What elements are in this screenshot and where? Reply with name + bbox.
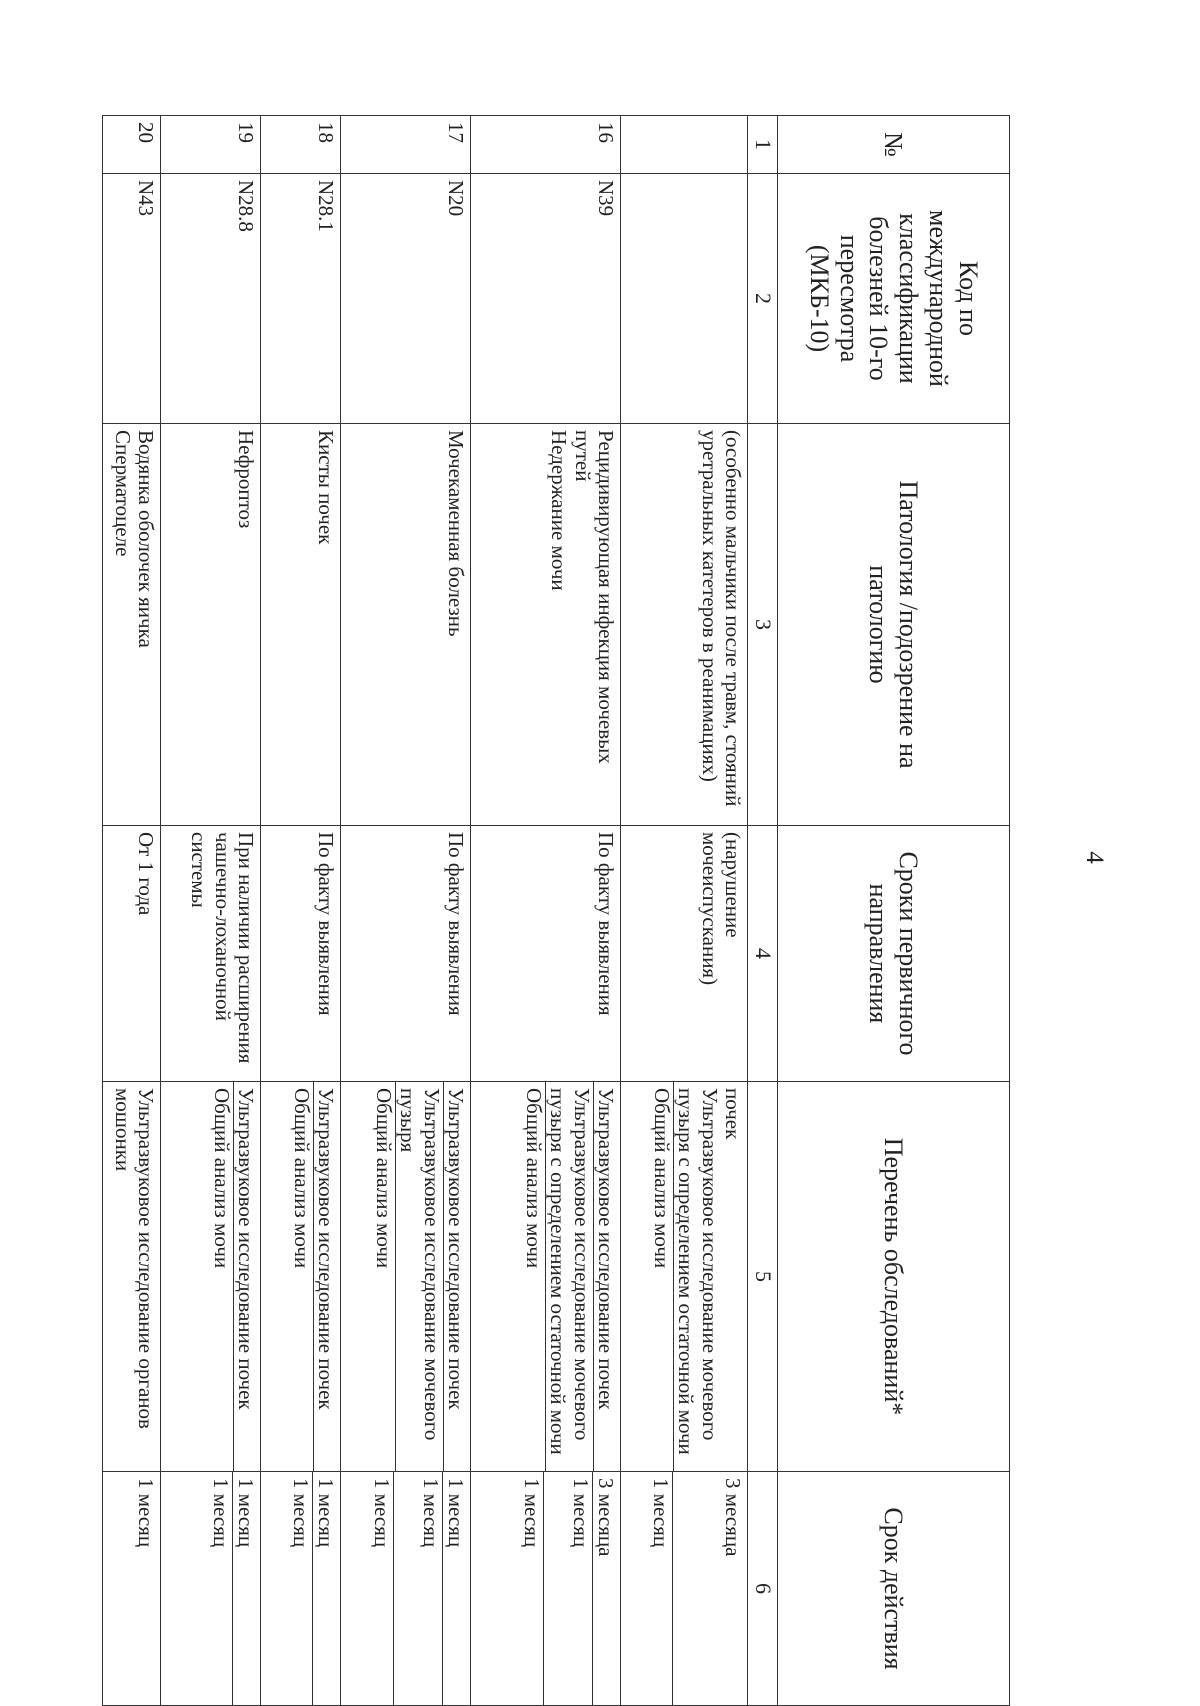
validity-item: 1 месяц (444, 1478, 469, 1548)
icd-code: N20 (341, 174, 471, 424)
pathology-cell: (особенно мальчики после травм, стояний уретральных катетеров в реанимациях) (621, 424, 748, 826)
exam-item: Общий анализ мочи (371, 1082, 396, 1471)
validity-item: 1 месяц (207, 1472, 233, 1705)
validity-item: 1 месяц (368, 1472, 394, 1705)
exams-cell (341, 1082, 471, 1472)
pathology-item: Кисты почек (314, 430, 339, 545)
validity-cell (103, 1472, 161, 1706)
exam-item: Ультразвуковое исследование почек (234, 1088, 259, 1410)
row-number: 17 (341, 116, 471, 174)
exams-cell (621, 1082, 748, 1472)
table-rotation-frame (110, 115, 1010, 1705)
pathology-item: Рецидивирующая инфекция мочевых путей (570, 430, 619, 764)
exam-item: Ультразвуковое исследование мочевого пузыря с определением остаточной мочи (546, 1082, 594, 1471)
pathology-cell (261, 424, 341, 826)
validity-item: 1 месяц (648, 1472, 673, 1705)
table-row (341, 116, 471, 1706)
exam-item: Общий анализ мочи (521, 1082, 546, 1471)
table-row (471, 116, 621, 1706)
exam-item: Ультразвуковое исследование мочевого пузыря (396, 1082, 444, 1471)
validity-item: 1 месяц (287, 1472, 313, 1705)
validity-item: 3 месяца (594, 1478, 619, 1557)
header-validity: Срок действия (778, 1472, 1010, 1706)
table-body (103, 116, 778, 1706)
row-number: 19 (161, 116, 261, 174)
pathology-cell (161, 424, 261, 826)
exam-item: Общий анализ мочи (209, 1082, 234, 1471)
column-number: 5 (748, 1082, 778, 1472)
referral-table (102, 115, 1010, 1706)
exams-cell (261, 1082, 341, 1472)
validity-item: 1 месяц (518, 1472, 544, 1705)
pathology-cell (341, 424, 471, 826)
table-row (103, 116, 161, 1706)
table-row (161, 116, 261, 1706)
header-code: Код по международной классификации болезней 10-го пересмотра (МКБ-10) (778, 174, 1010, 424)
timing-cell: (нарушение мочеиспускания) (621, 826, 748, 1082)
column-number: 3 (748, 424, 778, 826)
timing-cell: По факту выявления (471, 826, 621, 1082)
header-timing: Сроки первичного направления (778, 826, 1010, 1082)
header-exams: Перечень обследований* (778, 1082, 1010, 1472)
timing-cell: При наличии расширения чашечно-лоханочной системы (161, 826, 261, 1082)
column-number: 4 (748, 826, 778, 1082)
pathology-cell (103, 424, 161, 826)
icd-code: N43 (103, 174, 161, 424)
header-row (778, 116, 1010, 1706)
exams-cell (103, 1082, 161, 1472)
icd-code: N28.8 (161, 174, 261, 424)
pathology-item: Сперматоцеле (110, 430, 135, 557)
icd-code: N28.1 (261, 174, 341, 424)
validity-item: 1 месяц (314, 1478, 339, 1548)
validity-cell (471, 1472, 621, 1706)
column-number: 6 (748, 1472, 778, 1706)
column-number: 2 (748, 174, 778, 424)
exam-item: Ультразвуковое исследование почек (444, 1088, 469, 1410)
exam-item: Ультразвуковое исследование органов мошонки (110, 1088, 159, 1429)
table-row (261, 116, 341, 1706)
validity-item: 1 месяц (234, 1478, 259, 1548)
page-number: 4 (1080, 851, 1108, 864)
pathology-item: Недержание мочи (547, 430, 572, 591)
row-number: 20 (103, 116, 161, 174)
validity-item: 1 месяц (134, 1478, 159, 1548)
validity-item: 1 месяц (544, 1472, 593, 1705)
exam-item: Ультразвуковое исследование мочевого пузыря с определением остаточной мочи (674, 1088, 722, 1455)
column-number-row (748, 116, 778, 1706)
timing-cell: По факту выявления (261, 826, 341, 1082)
validity-cell (161, 1472, 261, 1706)
validity-cell (341, 1472, 471, 1706)
exam-item: почек (721, 1088, 746, 1140)
header-pathology: Патология /подозрение на патологию (778, 424, 1010, 826)
pathology-cell (471, 424, 621, 826)
exam-item: Ультразвуковое исследование почек (314, 1088, 339, 1410)
header-num: № (778, 116, 1010, 174)
exam-item: Общий анализ мочи (289, 1082, 314, 1471)
column-number: 1 (748, 116, 778, 174)
timing-cell: От 1 года (103, 826, 161, 1082)
pathology-item: Мочекаменная болезнь (444, 430, 469, 637)
icd-code: N39 (471, 174, 621, 424)
table-landscape (110, 115, 1010, 1705)
exam-item: Общий анализ мочи (649, 1082, 674, 1471)
pathology-item: Нефроптоз (234, 430, 259, 529)
row-number: 18 (261, 116, 341, 174)
validity-item: 1 месяц (394, 1472, 443, 1705)
timing-cell: По факту выявления (341, 826, 471, 1082)
exams-cell (161, 1082, 261, 1472)
row-number: 16 (471, 116, 621, 174)
exams-cell (471, 1082, 621, 1472)
pathology-item: Водянка оболочек яичка (134, 430, 159, 648)
validity-item: 3 месяца (721, 1478, 746, 1557)
validity-cell (621, 1472, 748, 1706)
validity-cell (261, 1472, 341, 1706)
exam-item: Ультразвуковое исследование почек (594, 1088, 619, 1410)
table-row-continued (621, 116, 748, 1706)
